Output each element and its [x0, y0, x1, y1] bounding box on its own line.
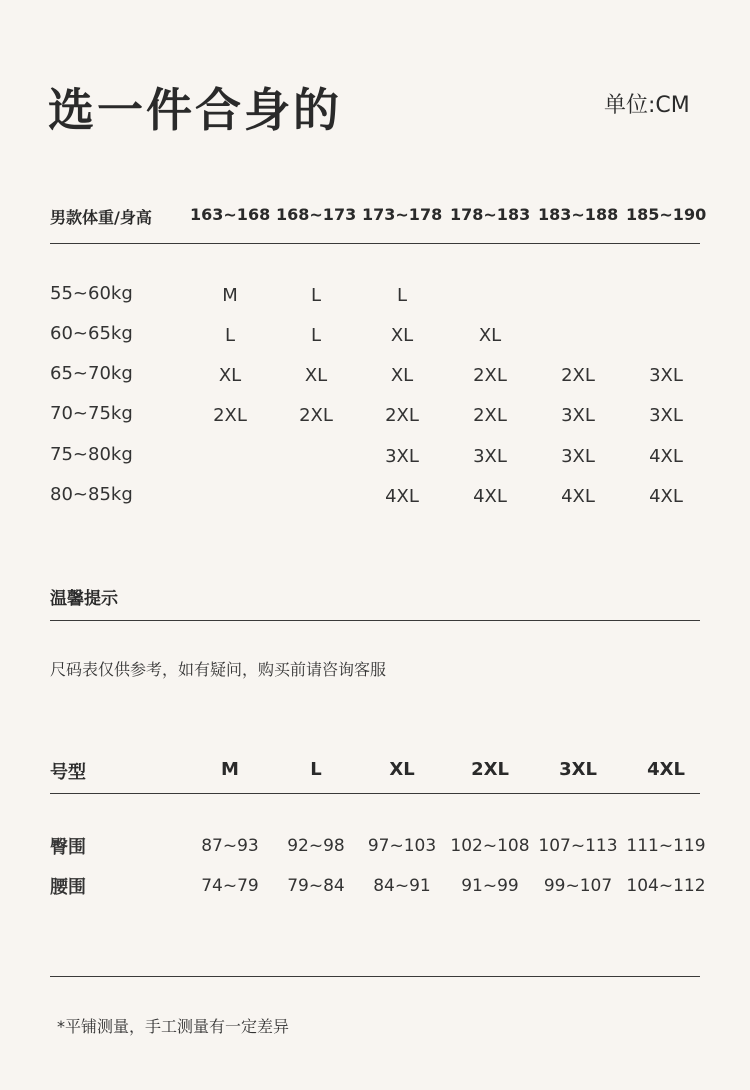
- measurement-table-divider: [50, 793, 700, 794]
- height-header: 183~188: [538, 205, 619, 224]
- tips-text: 尺码表仅供参考，如有疑问，购买前请咨询客服: [50, 660, 387, 679]
- tips-divider: [50, 620, 700, 621]
- size-cell: 2XL: [561, 365, 595, 386]
- tips-heading: 温馨提示: [50, 589, 118, 609]
- size-cell: XL: [390, 325, 414, 346]
- size-cell: 3XL: [649, 405, 683, 426]
- size-cell: 2XL: [473, 405, 507, 426]
- size-cell: 4XL: [649, 446, 683, 467]
- size-header: 3XL: [559, 759, 597, 780]
- height-header: 168~173: [276, 205, 357, 224]
- measurement-cell: 104~112: [626, 876, 706, 896]
- size-cell: 4XL: [473, 486, 507, 507]
- size-cell: 3XL: [649, 365, 683, 386]
- measurement-cell: 87~93: [201, 836, 259, 856]
- size-cell: 3XL: [473, 446, 507, 467]
- weight-label: 75~80kg: [50, 444, 133, 465]
- page-title: 选一件合身的: [48, 83, 342, 137]
- height-header: 163~168: [190, 205, 271, 224]
- measurement-cell: 107~113: [538, 836, 618, 856]
- size-cell: L: [310, 285, 322, 306]
- size-cell: 4XL: [385, 486, 419, 507]
- size-cell: XL: [304, 365, 328, 386]
- weight-label: 65~70kg: [50, 363, 133, 384]
- size-cell: 2XL: [473, 365, 507, 386]
- size-cell: 3XL: [561, 446, 595, 467]
- unit-label: 单位:CM: [604, 93, 690, 118]
- measurement-cell: 99~107: [543, 876, 613, 896]
- measurement-cell: 91~99: [461, 876, 519, 896]
- weight-table-divider: [50, 243, 700, 244]
- weight-label: 55~60kg: [50, 283, 133, 304]
- size-cell: 2XL: [213, 405, 247, 426]
- measurement-cell: 102~108: [450, 836, 530, 856]
- size-header: 4XL: [647, 759, 685, 780]
- measurement-cell: 97~103: [367, 836, 437, 856]
- size-cell: L: [310, 325, 322, 346]
- measurement-cell: 111~119: [626, 836, 706, 856]
- measurement-label: 臀围: [50, 837, 86, 858]
- size-cell: 2XL: [299, 405, 333, 426]
- size-cell: M: [222, 285, 238, 306]
- size-header: 2XL: [471, 759, 509, 780]
- size-cell: 3XL: [385, 446, 419, 467]
- weight-label: 80~85kg: [50, 484, 133, 505]
- measurement-cell: 92~98: [287, 836, 345, 856]
- height-header: 173~178: [362, 205, 443, 224]
- weight-table-corner: 男款体重/身高: [50, 208, 152, 227]
- height-header: 178~183: [450, 205, 531, 224]
- height-header: 185~190: [626, 205, 707, 224]
- size-cell: L: [396, 285, 408, 306]
- size-cell: L: [224, 325, 236, 346]
- measurement-cell: 84~91: [373, 876, 431, 896]
- size-cell: 3XL: [561, 405, 595, 426]
- measurement-cell: 74~79: [201, 876, 259, 896]
- measurement-label: 腰围: [50, 877, 86, 898]
- size-cell: 4XL: [649, 486, 683, 507]
- size-header: M: [221, 759, 239, 780]
- footer-divider: [50, 976, 700, 977]
- size-cell: 4XL: [561, 486, 595, 507]
- weight-label: 70~75kg: [50, 403, 133, 424]
- footnote: *平铺测量，手工测量有一定差异: [57, 1017, 290, 1036]
- measurement-table-corner: 号型: [50, 762, 86, 783]
- size-cell: XL: [478, 325, 502, 346]
- measurement-cell: 79~84: [287, 876, 345, 896]
- size-cell: XL: [218, 365, 242, 386]
- weight-label: 60~65kg: [50, 323, 133, 344]
- size-cell: XL: [390, 365, 414, 386]
- size-header: L: [310, 759, 322, 780]
- size-cell: 2XL: [385, 405, 419, 426]
- size-header: XL: [389, 759, 415, 780]
